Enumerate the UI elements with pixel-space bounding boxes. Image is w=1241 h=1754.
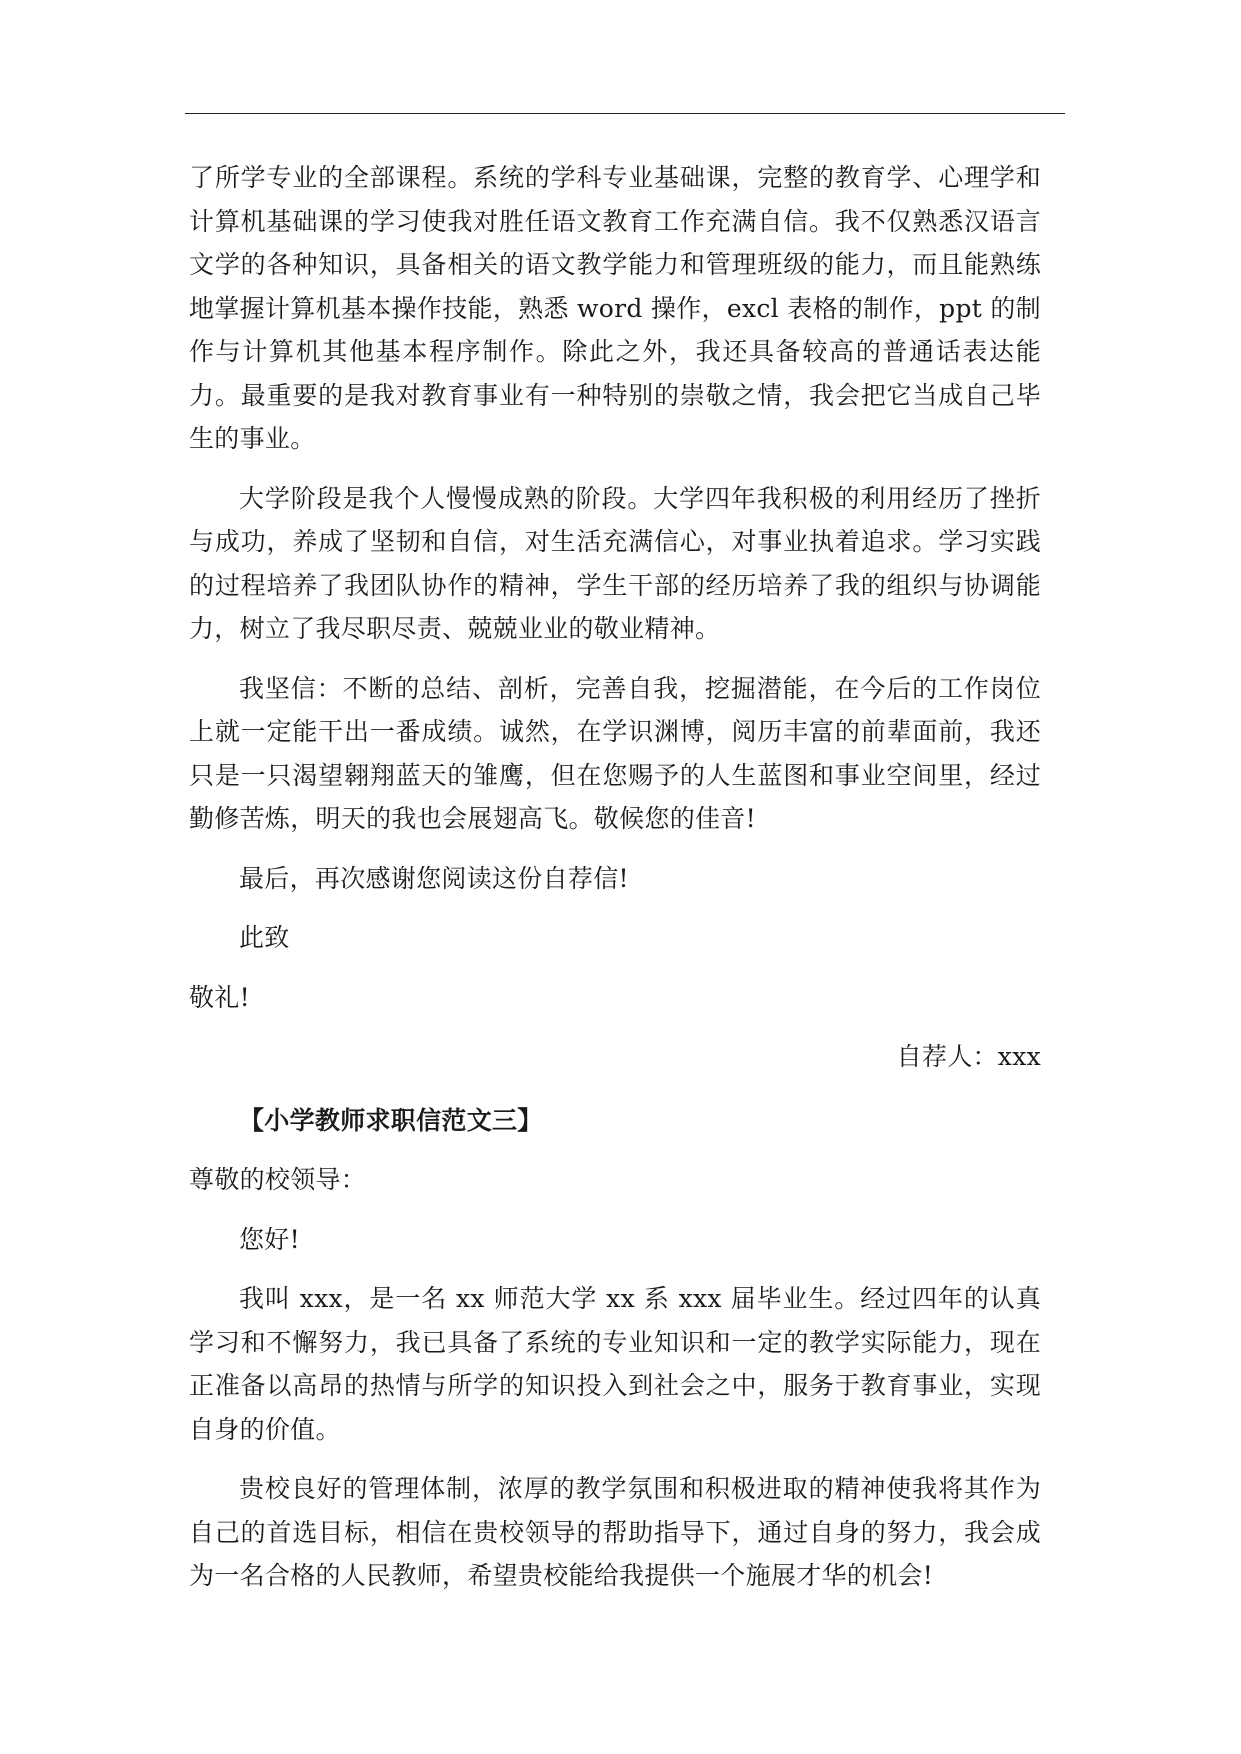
- signature-line: 自荐人：xxx: [896, 1042, 1041, 1071]
- hello-line: 您好!: [239, 1224, 300, 1254]
- closing-line: 此致: [239, 923, 290, 952]
- paragraph-introduction: 我叫 xxx，是一名 xx 师范大学 xx 系 xxx 届毕业生。经过四年的认真学习和不懈努力，我已具备了系统的专业知识和一定的教学实际能力，现在正准备以高昂的热情与所学的知识投入到社会之中，服务于教育事业，实现自身的价值。: [189, 1284, 1041, 1444]
- document-body: [189, 156, 1041, 1614]
- paragraph-belief: 我坚信：不断的总结、剖析，完善自我，挖掘潜能，在今后的工作岗位上就一定能干出一番成绩。诚然，在学识渊博，阅历丰富的前辈面前，我还只是一只渴望翱翔蓝天的雏鹰，但在您赐予的人生蓝图和事业空间里，经过勤修苦炼，明天的我也会展翅高飞。敬候您的佳音!: [189, 673, 1041, 833]
- salute-line: 敬礼!: [189, 982, 250, 1012]
- section-title: 【小学教师求职信范文三】: [239, 1105, 543, 1135]
- paragraph-thanks: 最后，再次感谢您阅读这份自荐信!: [239, 863, 629, 893]
- paragraph-courses: 了所学专业的全部课程。系统的学科专业基础课，完整的教育学、心理学和计算机基础课的学习使我对胜任语文教育工作充满自信。我不仅熟悉汉语言文学的各种知识，具备相关的语文教学能力和管理班级的能力，而且能熟练地掌握计算机基本操作技能，熟悉 word 操作，excl 表格的制作，ppt 的制作与计算机其他基本程序制作。除此之外，我还具备较高的普通话表达能力。最重要的是我对教育事业有一种特别的崇敬之情，我会把它当成自己毕生的事业。: [189, 163, 1041, 453]
- header-rule: [185, 113, 1065, 114]
- paragraph-school: 贵校良好的管理体制，浓厚的教学氛围和积极进取的精神使我将其作为自己的首选目标，相信在贵校领导的帮助指导下，通过自身的努力，我会成为一名合格的人民教师，希望贵校能给我提供一个施展才华的机会!: [189, 1474, 1041, 1590]
- paragraph-university: 大学阶段是我个人慢慢成熟的阶段。大学四年我积极的利用经历了挫折与成功，养成了坚韧和自信，对生活充满信心，对事业执着追求。学习实践的过程培养了我团队协作的精神，学生干部的经历培养了我的组织与协调能力，树立了我尽职尽责、兢兢业业的敬业精神。: [189, 483, 1041, 643]
- greeting-line: 尊敬的校领导：: [189, 1165, 367, 1194]
